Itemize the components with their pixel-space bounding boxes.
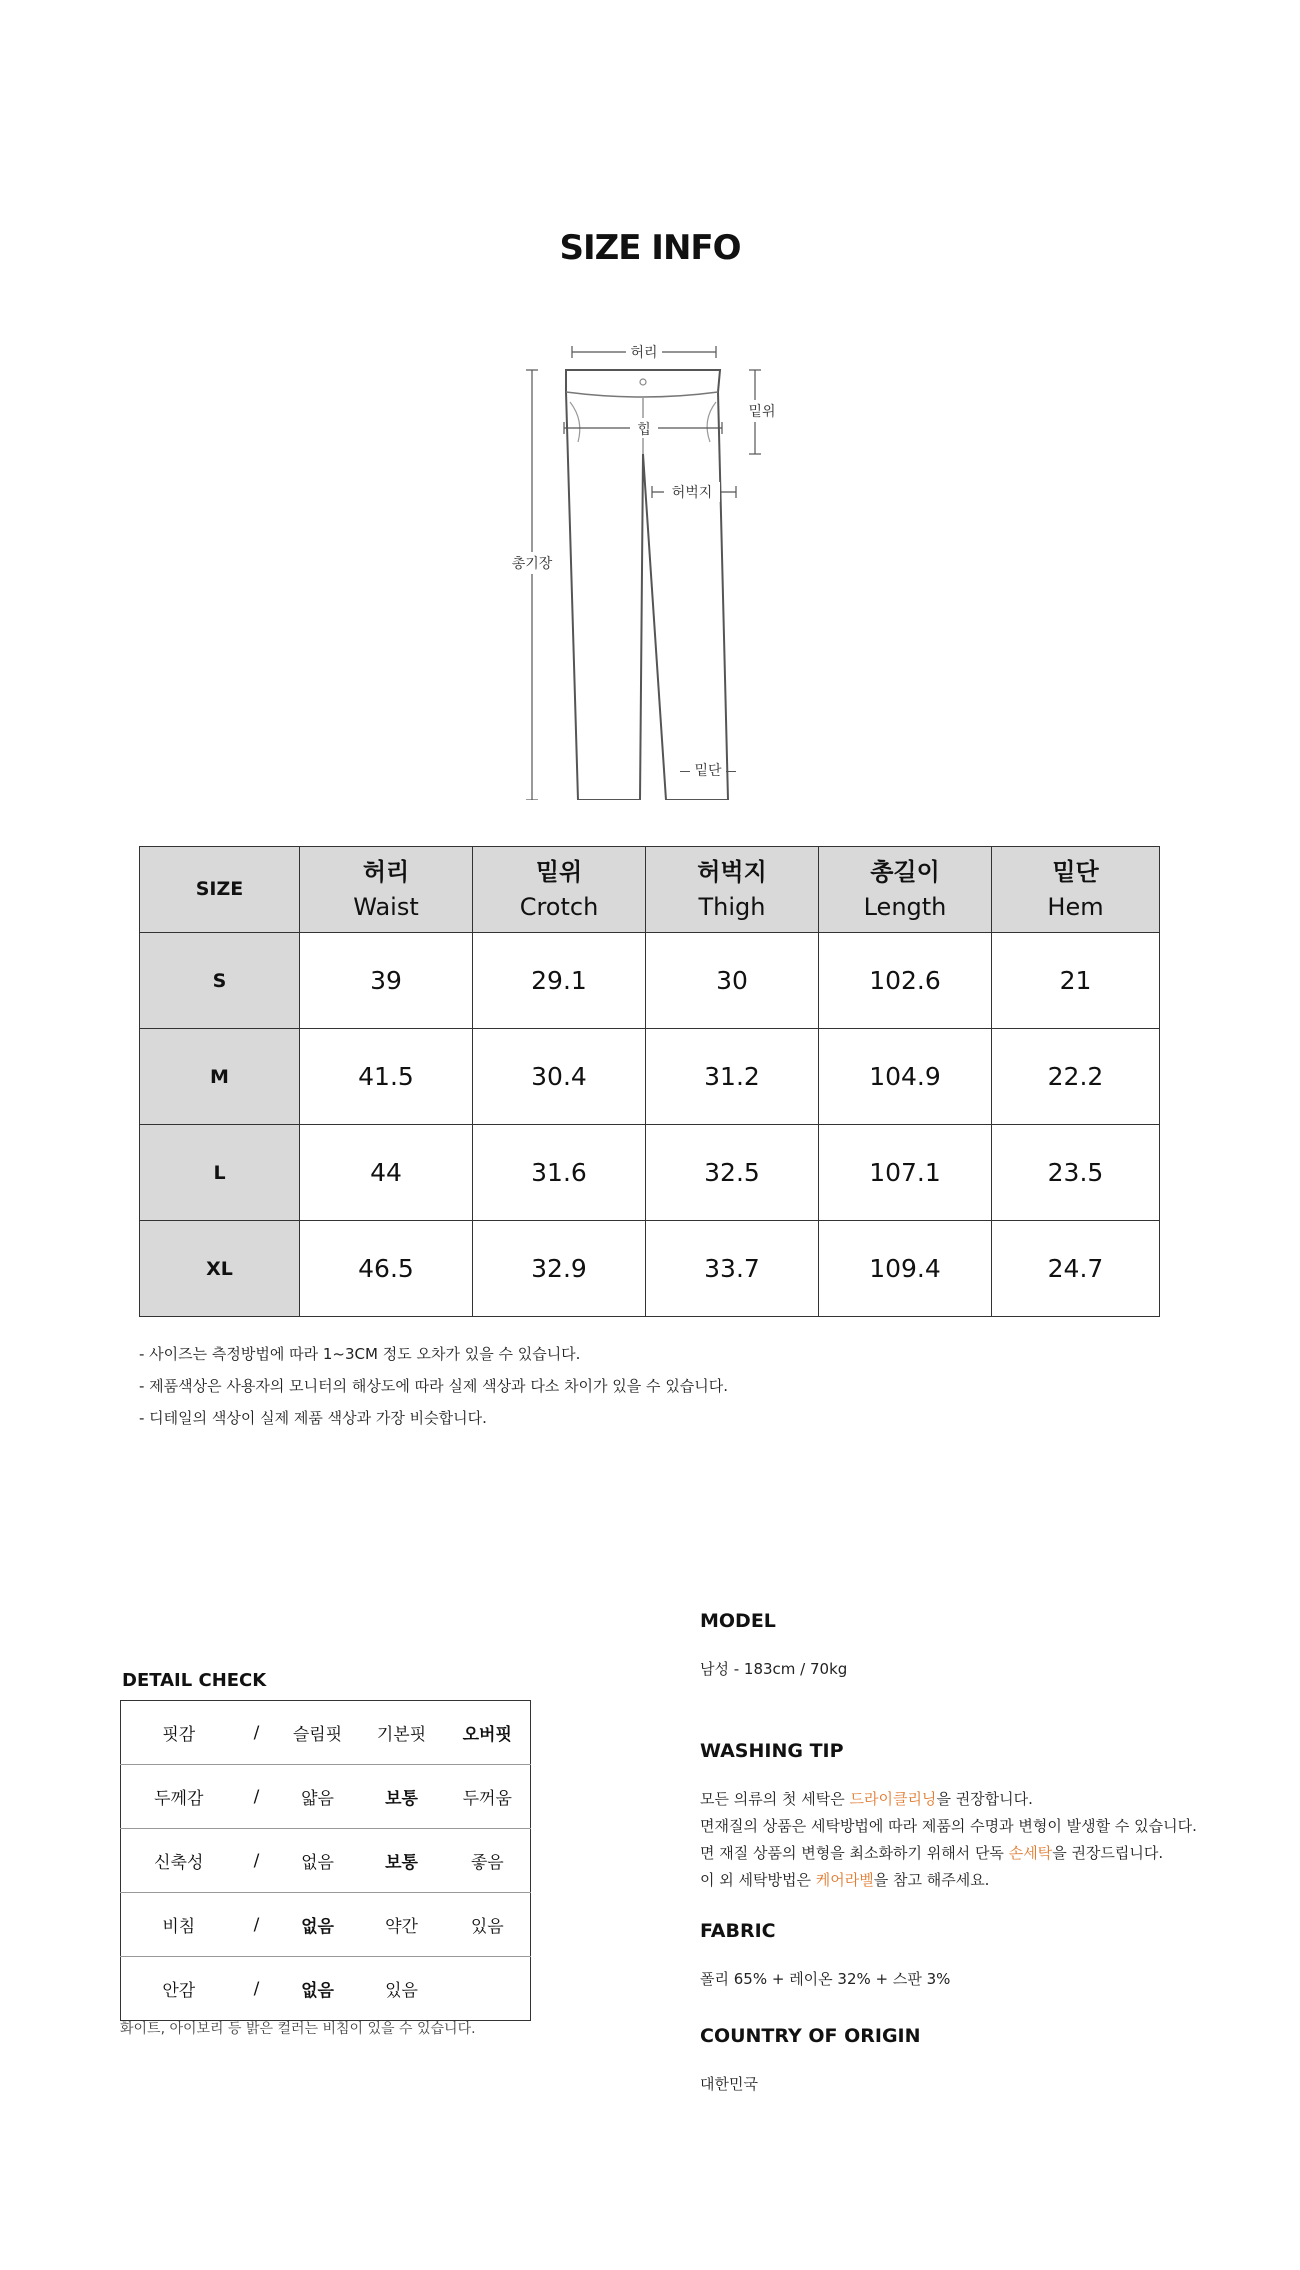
washing-line: 모든 의류의 첫 세탁은 드라이클리닝을 권장합니다. — [700, 1790, 1033, 1808]
header-length: 총길이 Length — [819, 847, 992, 933]
size-table-header — [140, 847, 1160, 933]
detail-label: 신축성 — [121, 1829, 237, 1893]
table-row — [140, 1221, 1160, 1317]
detail-option: 있음 — [385, 1981, 418, 2001]
origin-text: 대한민국 — [700, 2075, 758, 2093]
detail-row — [121, 1829, 531, 1893]
note-line: - 디테일의 색상이 실제 제품 색상과 가장 비슷합니다. — [139, 1409, 487, 1427]
size-label: M — [140, 1029, 300, 1125]
detail-option: 좋음 — [445, 1829, 531, 1893]
detail-option — [445, 1957, 531, 2021]
value-cell: 23.5 — [992, 1125, 1160, 1221]
detail-option: 기본핏 — [359, 1701, 445, 1765]
detail-option: 없음 — [277, 1829, 359, 1893]
value-cell: 32.9 — [473, 1221, 646, 1317]
value-cell: 107.1 — [819, 1125, 992, 1221]
size-label: S — [140, 933, 300, 1029]
note-line: - 사이즈는 측정방법에 따라 1~3CM 정도 오차가 있을 수 있습니다. — [139, 1345, 581, 1363]
value-cell: 32.5 — [646, 1125, 819, 1221]
value-cell: 29.1 — [473, 933, 646, 1029]
thigh-label: 허벅지 — [671, 485, 713, 501]
length-label: 총기장 — [511, 556, 553, 572]
value-cell: 31.6 — [473, 1125, 646, 1221]
value-cell: 21 — [992, 933, 1160, 1029]
detail-separator: / — [237, 1701, 277, 1765]
value-cell: 41.5 — [300, 1029, 473, 1125]
detail-row — [121, 1957, 531, 2021]
origin-section — [700, 2025, 1260, 2098]
header-hem: 밑단 Hem — [992, 847, 1160, 933]
size-header: SIZE — [140, 847, 300, 933]
detail-row — [121, 1701, 531, 1765]
detail-option: 약간 — [359, 1893, 445, 1957]
waist-label: 허리 — [630, 345, 658, 361]
highlight-text: 케어라벨 — [815, 1871, 874, 1889]
value-cell: 30.4 — [473, 1029, 646, 1125]
detail-option: 오버핏 — [445, 1701, 531, 1765]
size-table — [139, 846, 1160, 1317]
detail-option: 슬림핏 — [277, 1701, 359, 1765]
detail-option: 두꺼움 — [445, 1765, 531, 1829]
detail-option: 얇음 — [277, 1765, 359, 1829]
value-cell: 33.7 — [646, 1221, 819, 1317]
detail-label: 두께감 — [121, 1765, 237, 1829]
value-cell: 39 — [300, 933, 473, 1029]
value-cell: 31.2 — [646, 1029, 819, 1125]
hem-label: 밑단 — [660, 760, 756, 780]
detail-label: 비침 — [121, 1893, 237, 1957]
origin-title: COUNTRY OF ORIGIN — [700, 2025, 921, 2047]
washing-line: 면재질의 상품은 세탁방법에 따라 제품의 수명과 변형이 발생할 수 있습니다. — [700, 1817, 1197, 1835]
model-text: 남성 - 183cm / 70kg — [700, 1660, 848, 1678]
table-row — [140, 1125, 1160, 1221]
detail-check-title: DETAIL CHECK — [122, 1670, 267, 1691]
detail-option: 없음 — [301, 1981, 334, 2001]
detail-option: 보통 — [359, 1765, 445, 1829]
detail-option: 보통 — [359, 1829, 445, 1893]
hip-label: 힙 — [637, 422, 651, 438]
value-cell: 24.7 — [992, 1221, 1160, 1317]
detail-separator: / — [237, 1829, 277, 1893]
highlight-text: 손세탁 — [1008, 1844, 1053, 1862]
detail-label: 안감 — [162, 1981, 196, 2001]
fabric-title: FABRIC — [700, 1920, 776, 1942]
detail-option: 없음 — [277, 1893, 359, 1957]
fabric-section — [700, 1920, 1260, 1993]
washing-section — [700, 1740, 1260, 1894]
table-row — [140, 1029, 1160, 1125]
size-notes — [139, 1338, 728, 1434]
value-cell: 44 — [300, 1125, 473, 1221]
detail-separator: / — [237, 1893, 277, 1957]
value-cell: 109.4 — [819, 1221, 992, 1317]
crotch-label: 밑위 — [748, 404, 776, 420]
detail-row — [121, 1765, 531, 1829]
washing-line: 면 재질 상품의 변형을 최소화하기 위해서 단독 손세탁을 권장드립니다. — [700, 1844, 1164, 1862]
fabric-text: 폴리 65% + 레이온 32% + 스판 3% — [700, 1970, 951, 1988]
washing-title: WASHING TIP — [700, 1740, 844, 1762]
pants-measurement-diagram — [480, 330, 820, 800]
highlight-text: 드라이클리닝 — [849, 1790, 937, 1808]
size-label: L — [140, 1125, 300, 1221]
washing-line: 이 외 세탁방법은 케어라벨을 참고 해주세요. — [700, 1871, 990, 1889]
size-label: XL — [140, 1221, 300, 1317]
detail-separator: / — [237, 1765, 277, 1829]
note-line: - 제품색상은 사용자의 모니터의 해상도에 따라 실제 색상과 다소 차이가 있을 수 있습니다. — [139, 1377, 729, 1395]
value-cell: 46.5 — [300, 1221, 473, 1317]
detail-check-table — [120, 1700, 531, 2021]
header-crotch: 밑위 Crotch — [473, 847, 646, 933]
detail-note: 화이트, 아이보리 등 밝은 컬러는 비침이 있을 수 있습니다. — [120, 2021, 476, 2037]
detail-separator: / — [253, 1978, 260, 1999]
detail-row — [121, 1893, 531, 1957]
value-cell: 30 — [646, 933, 819, 1029]
model-title: MODEL — [700, 1610, 776, 1632]
detail-label: 핏감 — [121, 1701, 237, 1765]
page-title: SIZE INFO — [559, 228, 741, 268]
value-cell: 102.6 — [819, 933, 992, 1029]
detail-option: 있음 — [445, 1893, 531, 1957]
header-thigh: 허벅지 Thigh — [646, 847, 819, 933]
value-cell: 104.9 — [819, 1029, 992, 1125]
header-waist: 허리 Waist — [300, 847, 473, 933]
table-row — [140, 933, 1160, 1029]
value-cell: 22.2 — [992, 1029, 1160, 1125]
model-section — [700, 1610, 1260, 1683]
